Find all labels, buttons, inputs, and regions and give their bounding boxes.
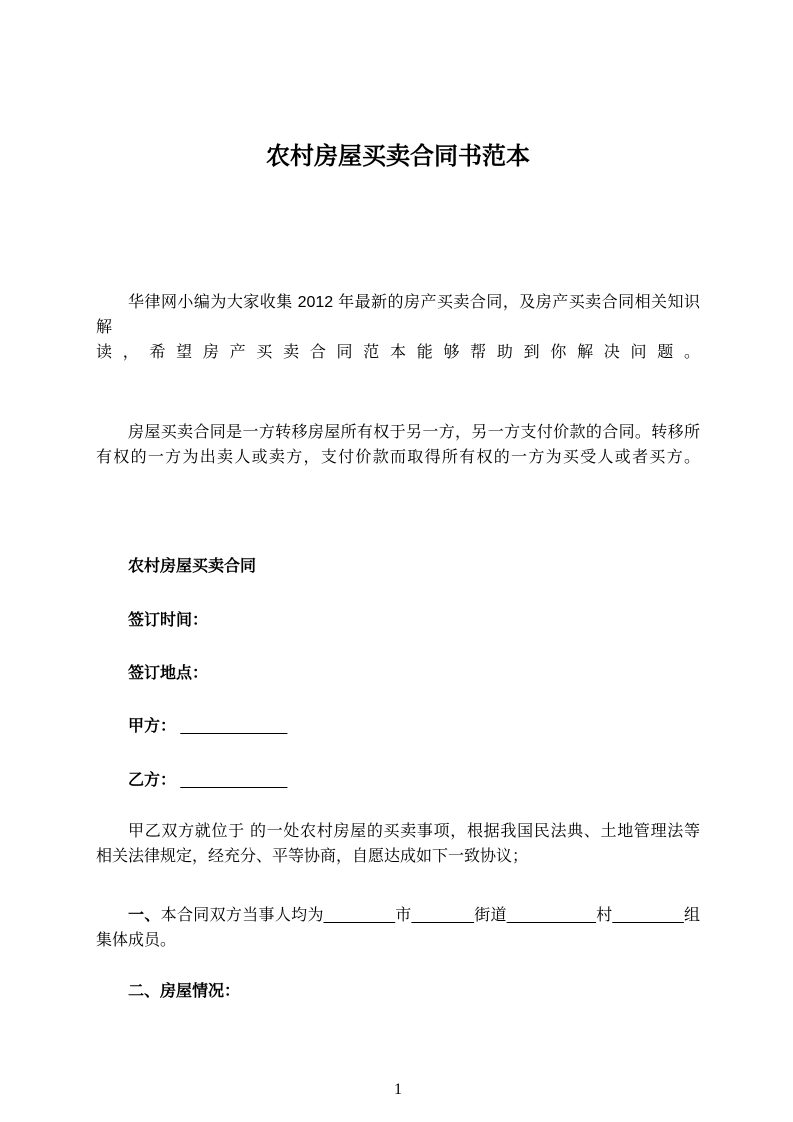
party-a-row [96, 714, 700, 739]
definition-paragraph [96, 420, 700, 470]
party-b-blank-line: ____________ [176, 772, 288, 789]
party-b-row [96, 768, 700, 793]
preamble-line-2: 相关法律规定，经充分、平等协商，自愿达成如下一致协议； [96, 848, 529, 865]
clause-one-line-2: 集体成员。 [96, 932, 177, 949]
clause-one-line-1 [96, 903, 700, 928]
definition-line-2: 有权的一方为出卖人或卖方，支付价款而取得所有权的一方为买受人或者买方。 [96, 449, 700, 466]
clause-one-text: 本合同双方当事人均为________市_______街道__________村________组 [160, 907, 700, 924]
clause-one-number: 一、 [128, 907, 161, 924]
document-content [0, 140, 793, 1102]
intro-line-2: 读，希望房产买卖合同范本能够帮助到你解决问题。 [96, 344, 700, 361]
preamble-line-1: 甲乙双方就位于 的一处农村房屋的买卖事项，根据我国民法典、土地管理法等 [128, 823, 700, 840]
clause-two-heading: 二、房屋情况： [128, 983, 241, 1000]
definition-line-1: 房屋买卖合同是一方转移房屋所有权于另一方，另一方支付价款的合同。转移所 [128, 424, 700, 441]
preamble-paragraph [96, 819, 700, 869]
party-a-blank-line: ____________ [176, 718, 288, 735]
intro-paragraph [96, 290, 700, 365]
party-b-label: 乙方： [128, 772, 177, 789]
contract-heading: 农村房屋买卖合同 [128, 558, 257, 575]
party-a-label: 甲方： [128, 718, 177, 735]
intro-line-1: 华律网小编为大家收集 2012 年最新的房产买卖合同，及房产买卖合同相关知识解 [96, 294, 700, 336]
sign-time-label: 签订时间： [128, 612, 209, 629]
page-number: 1 [394, 1081, 402, 1098]
sign-place-label: 签订地点： [128, 665, 209, 682]
document-title: 农村房屋买卖合同书范本 [266, 143, 530, 170]
clause-one-paragraph [96, 903, 700, 953]
